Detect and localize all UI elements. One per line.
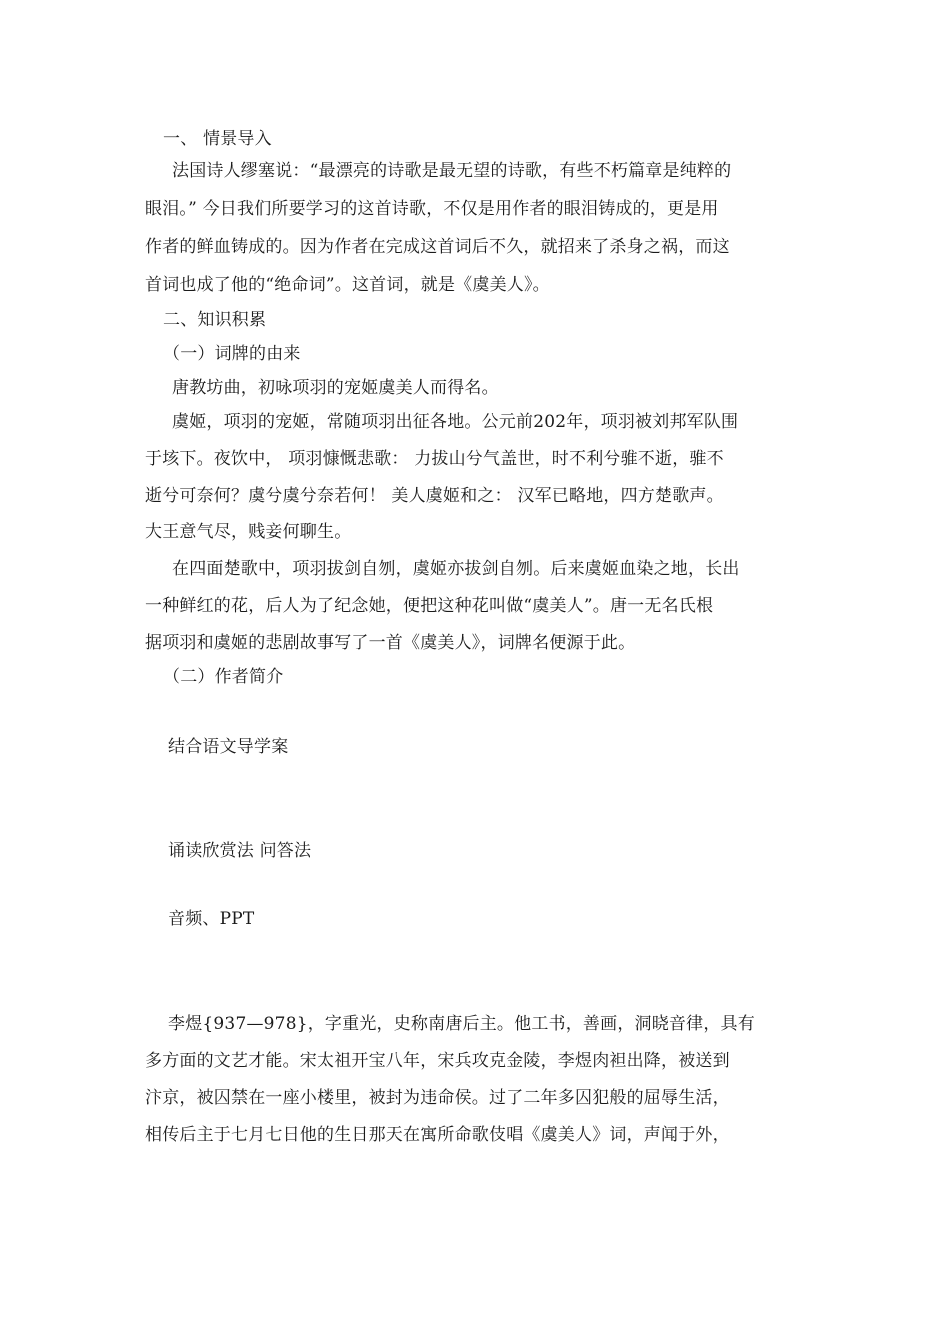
author-bio-line-2: 多方面的文艺才能。宋太祖开宝八年，宋兵攻克金陵，李煜肉袒出降，被送到 [145,1051,730,1071]
intro-line-1: 法国诗人缪塞说：“最漂亮的诗歌是最无望的诗歌，有些不朽篇章是纯粹的 [172,161,732,181]
intro-line-3: 作者的鲜血铸成的。因为作者在完成这首词后不久，就招来了杀身之祸，而这 [145,237,730,257]
subheading-author-intro: （二）作者简介 [163,667,284,687]
flower-line-1: 在四面楚歌中，项羽拔剑自刎，虞姬亦拔剑自刎。后来虞姬血染之地，长出 [172,559,740,579]
teaching-media-note: 音频、PPT [168,909,255,929]
author-bio-line-1: 李煜{937—978}，字重光，史称南唐后主。他工书，善画，洞晓音律，具有 [168,1014,755,1034]
yuji-line-4: 大王意气尽，贱妾何聊生。 [145,522,352,542]
teaching-methods-note: 诵读欣赏法 问答法 [168,841,312,861]
section-heading-intro: 一、 情景导入 [163,129,272,149]
flower-line-2: 一种鲜红的花，后人为了纪念她，便把这种花叫做“虞美人”。唐一无名氏根 [145,596,714,616]
cipai-origin-line: 唐教坊曲，初咏项羽的宠姬虞美人而得名。 [172,378,499,398]
yuji-line-1: 虞姬，项羽的宠姬，常随项羽出征各地。公元前202年，项羽被刘邦军队围 [172,412,739,432]
section-heading-knowledge: 二、知识积累 [163,310,267,330]
author-bio-line-4: 相传后主于七月七日他的生日那天在寓所命歌伎唱《虞美人》词，声闻于外， [145,1125,730,1145]
subheading-cipai-origin: （一）词牌的由来 [163,344,301,364]
yuji-line-3: 逝兮可奈何？虞兮虞兮奈若何！ 美人虞姬和之： 汉军已略地，四方楚歌声。 [145,486,724,506]
author-bio-line-3: 汴京，被囚禁在一座小楼里，被封为违命侯。过了二年多囚犯般的屈辱生活， [145,1088,730,1108]
flower-line-3: 据项羽和虞姬的悲剧故事写了一首《虞美人》，词牌名便源于此。 [145,633,636,653]
intro-line-2: 眼泪。” 今日我们所要学习的这首诗歌，不仅是用作者的眼泪铸成的，更是用 [145,199,719,219]
intro-line-4: 首词也成了他的“绝命词”。这首词，就是《虞美人》。 [145,275,550,295]
yuji-line-2: 于垓下。夜饮中， 项羽慷慨悲歌： 力拔山兮气盖世，时不利兮骓不逝，骓不 [145,449,724,469]
study-guide-note: 结合语文导学案 [168,737,289,757]
